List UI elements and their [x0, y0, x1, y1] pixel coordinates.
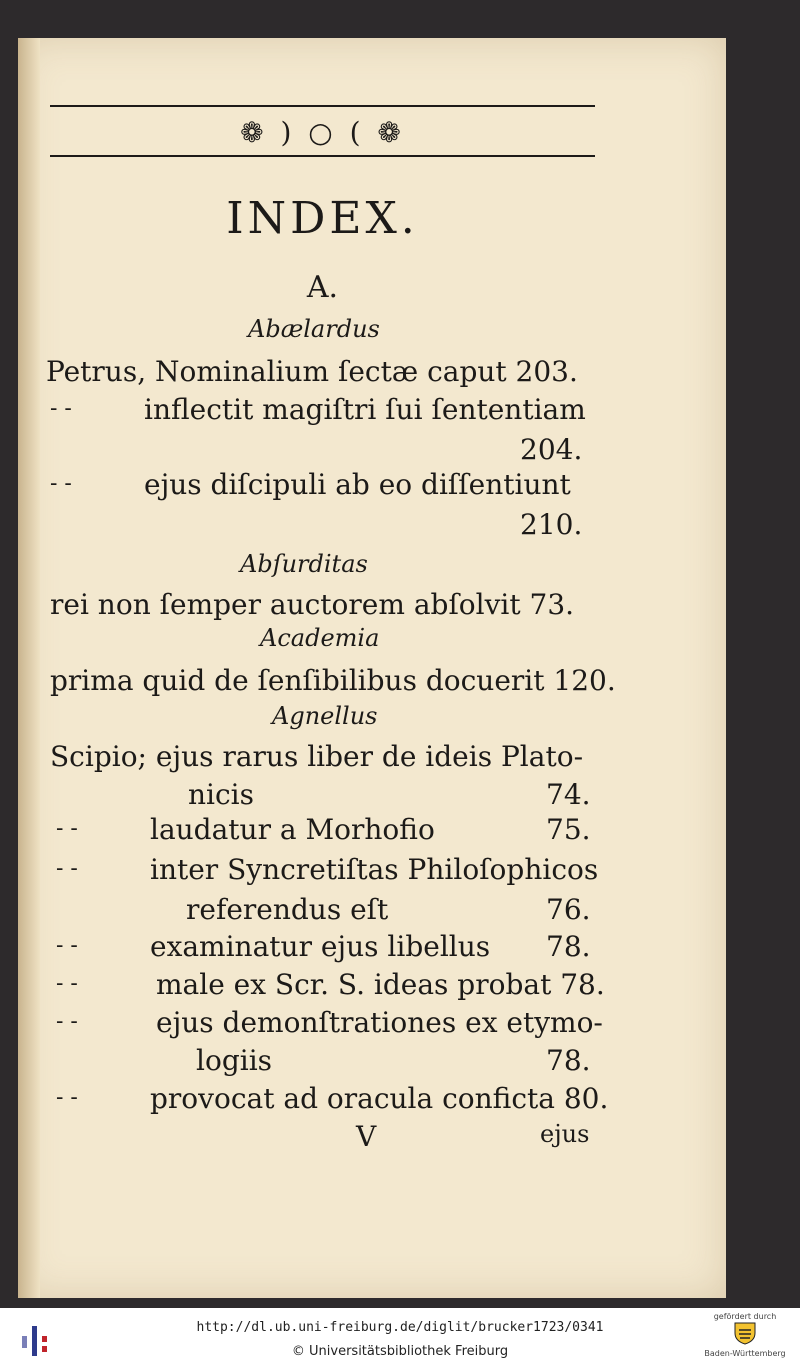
page-title: INDEX. [226, 193, 419, 244]
index-entry: Scipio; ejus rarus liber de ideis Plato- [50, 740, 584, 773]
index-entry: prima quid de ſenſibilibus docuerit 120. [50, 664, 616, 697]
index-entry: laudatur a Morhofio [150, 813, 435, 846]
page-number: 75. [546, 813, 591, 846]
index-entry: examinatur ejus libellus [150, 930, 491, 963]
signature-mark: V [356, 1120, 377, 1153]
index-entry: inter Syncretiſtas Philoſophicos [150, 853, 599, 886]
index-heading: Academia [260, 624, 380, 652]
book-page [18, 38, 726, 1298]
entry-dash: - - [50, 471, 72, 496]
page-number: 210. [520, 508, 583, 541]
sponsor-logo [700, 1312, 790, 1364]
index-heading: Agnellus [272, 702, 378, 730]
page-number: 78. [546, 930, 591, 963]
index-heading: Abſurditas [240, 550, 368, 578]
sponsor-label: gefördert durch [713, 1312, 777, 1321]
section-letter: A. [306, 270, 339, 305]
page-number: 204. [520, 433, 583, 466]
entry-dash: - - [56, 933, 78, 958]
bottom-rule [50, 155, 595, 157]
page-spine [18, 38, 40, 1298]
entry-dash: - - [56, 971, 78, 996]
index-entry: provocat ad oracula conficta 80. [150, 1082, 609, 1115]
index-entry: male ex Scr. S. ideas probat 78. [156, 968, 605, 1001]
page-number: 76. [546, 893, 591, 926]
index-entry: Petrus, Nominalium ſectæ caput 203. [46, 355, 578, 388]
page-number: 74. [546, 778, 591, 811]
index-entry: ejus diſcipuli ab eo diſſentiunt [144, 468, 571, 501]
document-url[interactable]: http://dl.ub.uni-freiburg.de/diglit/brucker1723/0341 [196, 1320, 604, 1335]
index-heading: Abælardus [248, 315, 380, 343]
index-entry: nicis [188, 778, 254, 811]
index-entry: logiis [196, 1044, 273, 1077]
top-rule [50, 105, 595, 107]
coat-of-arms-icon [732, 1321, 758, 1345]
index-entry: inflectit magiſtri ſui ſententiam [144, 393, 586, 426]
viewer-footer [0, 1308, 800, 1366]
sponsor-name: Baden-Württemberg [704, 1349, 786, 1358]
catchword: ejus [540, 1120, 590, 1148]
index-entry: rei non ſemper auctorem abſolvit 73. [50, 588, 575, 621]
index-entry: ejus demonſtrationes ex etymo- [156, 1006, 603, 1039]
index-entry: referendus eſt [186, 893, 389, 926]
copyright-text: © Universitätsbibliothek Freiburg [291, 1344, 509, 1359]
header-ornament: ❁ ) ○ ( ❁ [240, 116, 405, 149]
entry-dash: - - [50, 396, 72, 421]
entry-dash: - - [56, 816, 78, 841]
entry-dash: - - [56, 1009, 78, 1034]
page-number: 78. [546, 1044, 591, 1077]
entry-dash: - - [56, 856, 78, 881]
entry-dash: - - [56, 1085, 78, 1110]
